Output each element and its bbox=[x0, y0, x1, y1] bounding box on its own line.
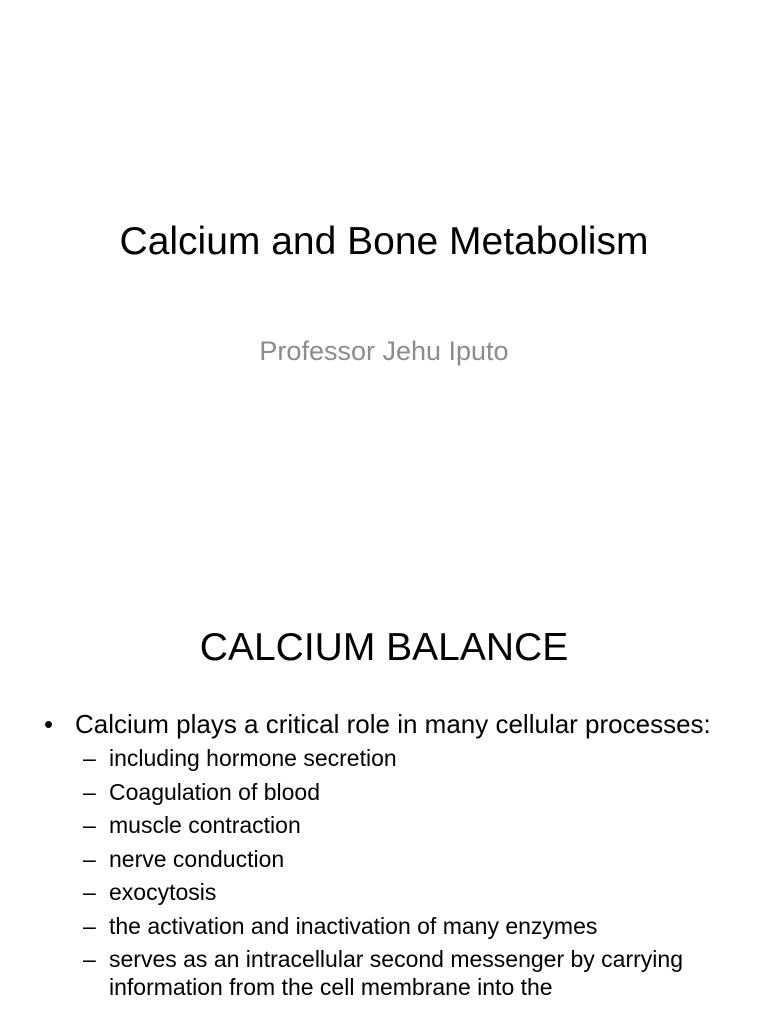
dash-marker: – bbox=[83, 812, 96, 838]
sub-bullet-list bbox=[0, 744, 768, 1001]
bullet-marker: • bbox=[44, 709, 54, 739]
sub-bullet-item bbox=[0, 744, 768, 772]
sub-bullet-group bbox=[0, 744, 768, 1001]
dash-marker: – bbox=[83, 745, 96, 771]
dash-marker: – bbox=[83, 879, 96, 905]
sub-bullet-text: the activation and inactivation of many enzymes bbox=[109, 912, 598, 939]
bullet-item bbox=[0, 708, 768, 740]
dash-marker: – bbox=[83, 845, 96, 872]
dash-marker: – bbox=[83, 912, 96, 939]
sub-bullet-text: nerve conduction bbox=[109, 845, 285, 872]
dash-marker: – bbox=[83, 778, 96, 805]
sub-bullet-item bbox=[0, 945, 768, 1001]
slide-title: Calcium and Bone Metabolism bbox=[119, 220, 649, 263]
bullet-text: Calcium plays a critical role in many cellular processes: bbox=[75, 709, 711, 739]
sub-bullet-item bbox=[0, 811, 768, 839]
slide-subtitle: Professor Jehu Iputo bbox=[259, 336, 509, 366]
sub-bullet-text: muscle contraction bbox=[109, 812, 301, 838]
bullet-list bbox=[0, 708, 768, 1007]
sub-bullet-item bbox=[0, 912, 768, 940]
slide-title: CALCIUM BALANCE bbox=[199, 626, 569, 669]
sub-bullet-text: Coagulation of blood bbox=[109, 778, 320, 805]
sub-bullet-item bbox=[0, 845, 768, 873]
sub-bullet-item bbox=[0, 878, 768, 906]
dash-marker: – bbox=[83, 946, 96, 972]
sub-bullet-text: exocytosis bbox=[109, 879, 217, 905]
sub-bullet-text: including hormone secretion bbox=[109, 745, 397, 771]
calcium-balance-slide bbox=[0, 576, 768, 1024]
sub-bullet-text: serves as an intracellular second messenger by carrying information from the cell membrane into the bbox=[109, 946, 683, 1000]
sub-bullet-item bbox=[0, 778, 768, 806]
